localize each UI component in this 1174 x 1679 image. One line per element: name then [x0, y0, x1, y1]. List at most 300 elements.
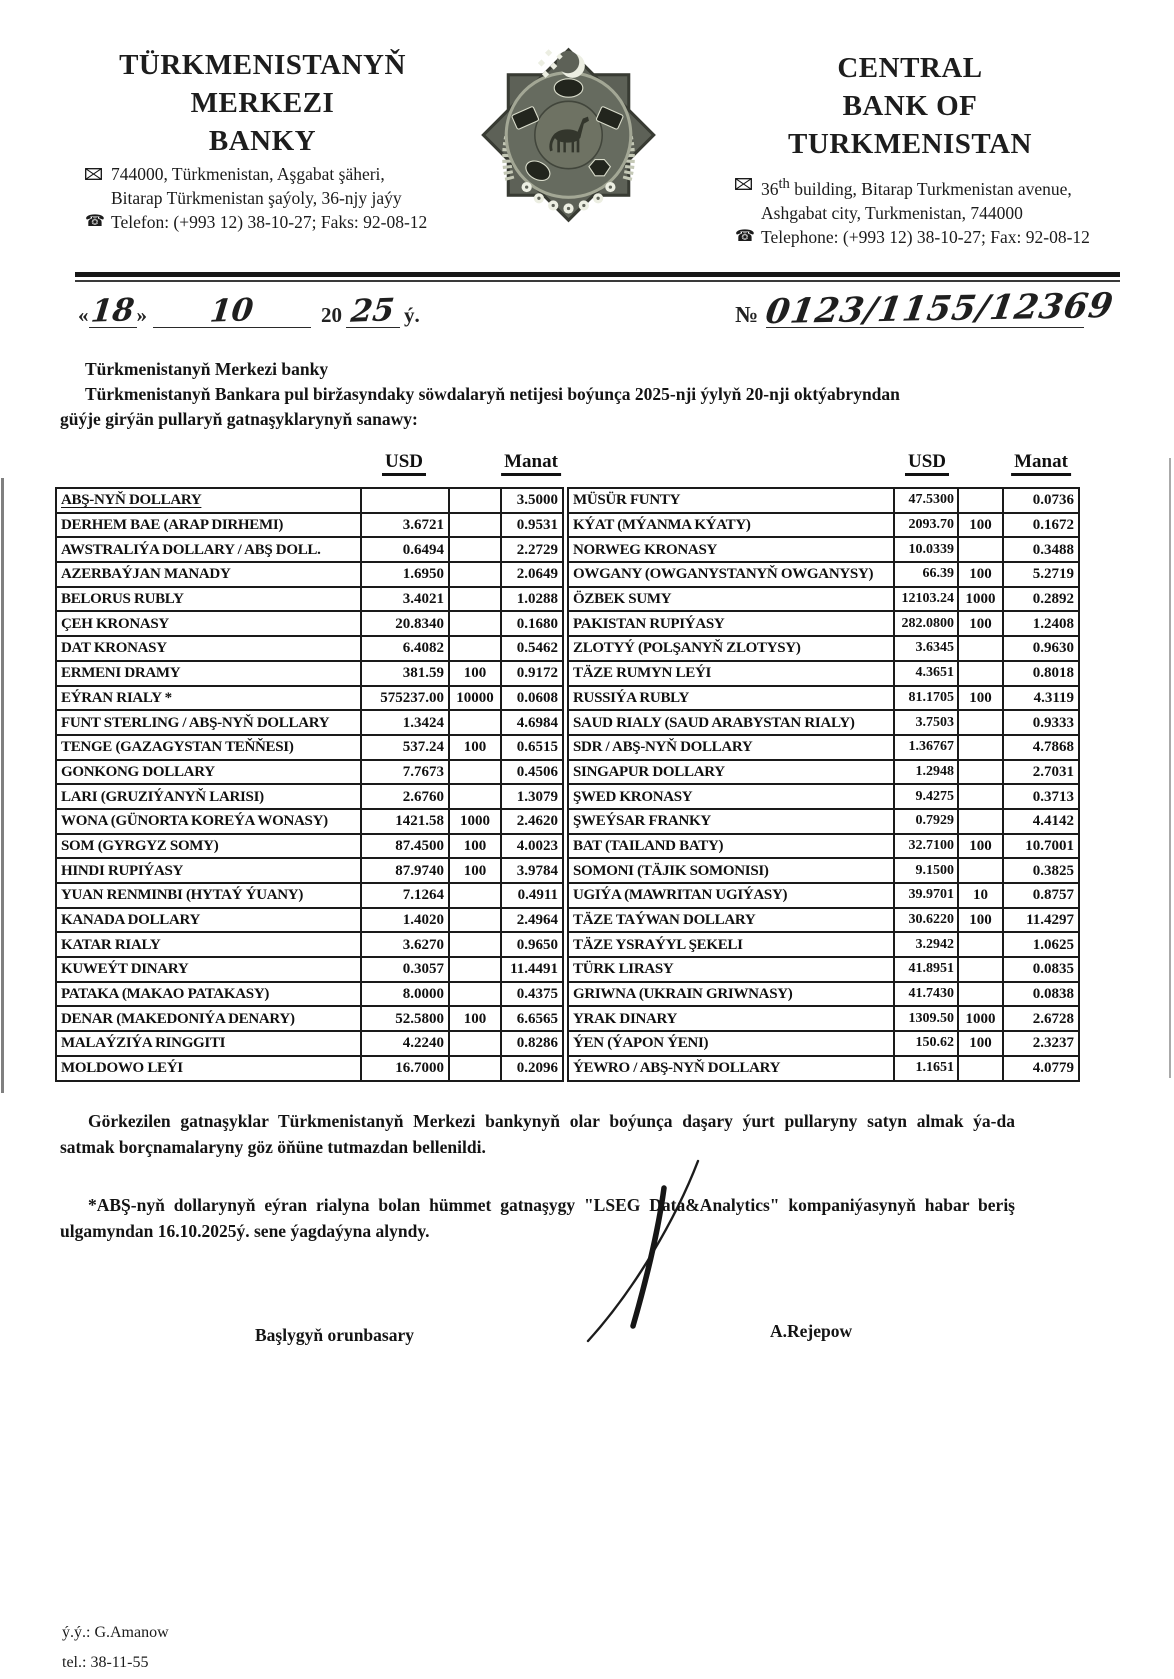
note-paragraph-2 [60, 1192, 1015, 1244]
multiplier-value [958, 809, 1003, 834]
rate-row [56, 488, 563, 513]
executor-name: ý.ý.: G.Amanow [62, 1624, 169, 1641]
manat-rate-value: 0.1680 [501, 611, 563, 636]
multiplier-value [449, 562, 501, 587]
handwritten-number: 0123/1155/12369 [762, 285, 1117, 333]
address-block-english [735, 172, 1135, 249]
rate-row [56, 858, 563, 883]
rate-row [568, 686, 1079, 711]
multiplier-value [449, 611, 501, 636]
usd-rate-value: 30.6220 [894, 908, 958, 933]
handwritten-month: 10 [208, 292, 256, 330]
bank-title-english [715, 49, 1105, 163]
rate-row [568, 760, 1079, 785]
currency-name: DENAR (MAKEDONIÝA DENARY) [56, 1006, 361, 1031]
rate-row [568, 858, 1079, 883]
multiplier-value [449, 908, 501, 933]
number-label: № [735, 302, 759, 327]
usd-rate-value: 7.1264 [361, 883, 449, 908]
multiplier-value: 100 [449, 858, 501, 883]
usd-column-header: USD [905, 452, 949, 476]
note-paragraph-1 [60, 1108, 1015, 1160]
multiplier-value [958, 488, 1003, 513]
usd-rate-value: 47.5300 [894, 488, 958, 513]
rate-row [56, 957, 563, 982]
multiplier-value: 100 [449, 834, 501, 859]
manat-rate-value: 4.6984 [501, 710, 563, 735]
ordinal-superscript: th [778, 176, 790, 192]
scan-artifact-left-edge [1, 478, 4, 1093]
manat-rate-value: 0.0736 [1003, 488, 1079, 513]
number-field [762, 285, 1117, 333]
usd-rate-value: 1421.58 [361, 809, 449, 834]
usd-rate-value: 52.5800 [361, 1006, 449, 1031]
manat-rate-value: 2.0649 [501, 562, 563, 587]
usd-rate-value: 8.0000 [361, 982, 449, 1007]
manat-rate-value: 0.9630 [1003, 636, 1079, 661]
close-quote: » [136, 303, 147, 327]
manat-rate-value: 1.0288 [501, 587, 563, 612]
currency-name: MALAÝZIÝA RINGGITI [56, 1031, 361, 1056]
rates-table-right-header [567, 452, 1080, 487]
multiplier-value [958, 1056, 1003, 1081]
manat-rate-value: 2.6728 [1003, 1006, 1079, 1031]
currency-name: ZLOTYÝ (POLŞANYŇ ZLOTYSY) [568, 636, 894, 661]
usd-rate-value: 3.6721 [361, 513, 449, 538]
manat-rate-value: 0.8286 [501, 1031, 563, 1056]
intro-line3: güýje girýän pullaryň gatnaşyklarynyň sanawy: [60, 409, 418, 429]
rate-row [568, 735, 1079, 760]
currency-name: KÝAT (MÝANMA KÝATY) [568, 513, 894, 538]
rate-row [56, 1031, 563, 1056]
rate-row [568, 908, 1079, 933]
usd-rate-value: 1.36767 [894, 735, 958, 760]
rate-row [56, 1056, 563, 1081]
rate-row [56, 883, 563, 908]
usd-rate-value: 41.8951 [894, 957, 958, 982]
note2-line2: ulgamyndan 16.10.2025ý. sene ýagdaýyna alyndy. [60, 1221, 430, 1241]
currency-name: KUWEÝT DINARY [56, 957, 361, 982]
usd-rate-value: 1309.50 [894, 1006, 958, 1031]
intro-line2: Türkmenistanyň Bankara pul biržasyndaky söwdalaryň netijesi boýunça 2025-nji ýylyň 20-nji oktýabryndan [85, 384, 900, 404]
manat-rate-value: 5.2719 [1003, 562, 1079, 587]
currency-name: ÝEN (ÝAPON ÝENI) [568, 1031, 894, 1056]
address-block-turkmen [85, 162, 485, 234]
rate-row [568, 1031, 1079, 1056]
multiplier-value: 100 [449, 735, 501, 760]
currency-name: PAKISTAN RUPIÝASY [568, 611, 894, 636]
address-line1: 744000, Türkmenistan, Aşgabat şäheri, [111, 164, 385, 184]
currency-name: TÄZE YSRAÝYL ŞEKELI [568, 932, 894, 957]
usd-column-header: USD [382, 452, 426, 476]
multiplier-value: 100 [958, 562, 1003, 587]
manat-rate-value: 0.6515 [501, 735, 563, 760]
usd-rate-value: 3.4021 [361, 587, 449, 612]
currency-name: ŞWED KRONASY [568, 784, 894, 809]
rate-row [56, 686, 563, 711]
day-field [89, 292, 137, 330]
rate-row [568, 932, 1079, 957]
multiplier-value: 1000 [449, 809, 501, 834]
currency-name: SOMONI (TÄJIK SOMONISI) [568, 858, 894, 883]
rate-row [56, 611, 563, 636]
handwritten-year: 25 [349, 292, 397, 330]
rate-row [568, 982, 1079, 1007]
rates-table-right [567, 452, 1080, 1082]
currency-name: YRAK DINARY [568, 1006, 894, 1031]
rate-row [568, 1056, 1079, 1081]
manat-rate-value: 4.0779 [1003, 1056, 1079, 1081]
usd-rate-value: 39.9701 [894, 883, 958, 908]
manat-rate-value: 1.2408 [1003, 611, 1079, 636]
rate-row [568, 513, 1079, 538]
manat-rate-value: 3.9784 [501, 858, 563, 883]
currency-name: LARI (GRUZIÝANYŇ LARISI) [56, 784, 361, 809]
rate-row [568, 488, 1079, 513]
manat-rate-value: 2.7031 [1003, 760, 1079, 785]
manat-rate-value: 0.9333 [1003, 710, 1079, 735]
open-quote: « [78, 303, 89, 327]
multiplier-value [958, 636, 1003, 661]
usd-rate-value: 4.2240 [361, 1031, 449, 1056]
rate-row [56, 760, 563, 785]
manat-rate-value: 0.8018 [1003, 661, 1079, 686]
currency-name: DERHEM BAE (ARAP DIRHEMI) [56, 513, 361, 538]
note2-line1: *ABŞ-nyň dollarynyň eýran rialyna bolan hümmet gatnaşygy "LSEG Data&Analytics" kompaniýasynyň habar beriş [88, 1195, 1015, 1215]
intro-paragraph [60, 357, 1070, 432]
date-line [78, 286, 420, 328]
multiplier-value [449, 513, 501, 538]
currency-name: HINDI RUPIÝASY [56, 858, 361, 883]
bank-title-english-line3: TURKMENISTAN [788, 128, 1032, 160]
manat-rate-value: 0.0608 [501, 686, 563, 711]
manat-rate-value: 0.0835 [1003, 957, 1079, 982]
multiplier-value: 100 [958, 1031, 1003, 1056]
rate-row [568, 809, 1079, 834]
usd-rate-value: 575237.00 [361, 686, 449, 711]
usd-rate-value: 1.6950 [361, 562, 449, 587]
bank-emblem [465, 38, 670, 237]
currency-name: AZERBAÝJAN MANADY [56, 562, 361, 587]
multiplier-value: 100 [958, 834, 1003, 859]
rates-grid-left [55, 487, 564, 1082]
rate-row [56, 1006, 563, 1031]
rate-row [56, 710, 563, 735]
month-field [153, 292, 311, 330]
currency-name: ŞWEÝSAR FRANKY [568, 809, 894, 834]
currency-name: DAT KRONASY [56, 636, 361, 661]
usd-rate-value: 7.7673 [361, 760, 449, 785]
multiplier-value [449, 982, 501, 1007]
currency-name: MOLDOWO LEÝI [56, 1056, 361, 1081]
manat-rate-value: 4.7868 [1003, 735, 1079, 760]
manat-rate-value: 0.2096 [501, 1056, 563, 1081]
usd-rate-value: 9.1500 [894, 858, 958, 883]
manat-rate-value: 0.4911 [501, 883, 563, 908]
currency-name: GONKONG DOLLARY [56, 760, 361, 785]
currency-name: AWSTRALIÝA DOLLARY / ABŞ DOLL. [56, 537, 361, 562]
multiplier-value: 100 [958, 513, 1003, 538]
currency-name: UGIÝA (MAWRITAN UGIÝASY) [568, 883, 894, 908]
multiplier-value [958, 760, 1003, 785]
usd-rate-value: 32.7100 [894, 834, 958, 859]
rate-row [56, 784, 563, 809]
bank-emblem-graphic [465, 38, 670, 232]
handwritten-day: 18 [89, 292, 136, 330]
multiplier-value [958, 710, 1003, 735]
rates-table-left-header [55, 452, 564, 487]
phone-icon: ☎ [85, 211, 105, 230]
multiplier-value [449, 587, 501, 612]
signatory-title: Başlygyň orunbasary [255, 1325, 414, 1345]
manat-rate-value: 1.0625 [1003, 932, 1079, 957]
executor-tel: tel.: 38-11-55 [62, 1654, 149, 1671]
usd-rate-value: 381.59 [361, 661, 449, 686]
currency-name: TÄZE RUMYN LEÝI [568, 661, 894, 686]
multiplier-value: 100 [958, 611, 1003, 636]
usd-rate-value: 1.3424 [361, 710, 449, 735]
handwritten-signature [578, 1158, 708, 1358]
manat-rate-value: 0.5462 [501, 636, 563, 661]
usd-rate-value: 537.24 [361, 735, 449, 760]
manat-rate-value: 11.4297 [1003, 908, 1079, 933]
rate-row [568, 710, 1079, 735]
currency-name: SAUD RIALY (SAUD ARABYSTAN RIALY) [568, 710, 894, 735]
rate-row [56, 513, 563, 538]
multiplier-value [449, 957, 501, 982]
currency-name: RUSSIÝA RUBLY [568, 686, 894, 711]
manat-rate-value: 0.4375 [501, 982, 563, 1007]
multiplier-value [958, 735, 1003, 760]
usd-rate-value: 0.7929 [894, 809, 958, 834]
manat-rate-value: 0.8757 [1003, 883, 1079, 908]
rate-row [568, 661, 1079, 686]
rate-row [56, 908, 563, 933]
manat-rate-value: 10.7001 [1003, 834, 1079, 859]
header-rule-thick [75, 272, 1120, 277]
rate-row [56, 735, 563, 760]
rate-row [56, 562, 563, 587]
usd-rate-value: 66.39 [894, 562, 958, 587]
rate-row [568, 834, 1079, 859]
rate-row [56, 834, 563, 859]
address-line2: Bitarap Türkmenistan şaýoly, 36-njy jaýy [111, 188, 402, 208]
currency-name: ÝEWRO / ABŞ-NYŇ DOLLARY [568, 1056, 894, 1081]
manat-rate-value: 2.2729 [501, 537, 563, 562]
currency-name: TENGE (GAZAGYSTAN TEŇŇESI) [56, 735, 361, 760]
usd-rate-value: 150.62 [894, 1031, 958, 1056]
manat-rate-value: 0.1672 [1003, 513, 1079, 538]
rate-row [56, 537, 563, 562]
usd-rate-value: 0.3057 [361, 957, 449, 982]
multiplier-value: 10 [958, 883, 1003, 908]
rate-row [568, 1006, 1079, 1031]
manat-rate-value: 0.3825 [1003, 858, 1079, 883]
intro-line1: Türkmenistanyň Merkezi banky [85, 359, 329, 379]
multiplier-value: 100 [449, 661, 501, 686]
multiplier-value [449, 1056, 501, 1081]
multiplier-value: 100 [958, 686, 1003, 711]
document-number-line [735, 280, 1117, 333]
address-phone: Telefon: (+993 12) 38-10-27; Faks: 92-08-12 [111, 212, 428, 232]
usd-rate-value: 0.6494 [361, 537, 449, 562]
usd-rate-value: 3.6270 [361, 932, 449, 957]
rate-row [56, 636, 563, 661]
bank-title-turkmen-line3: BANKY [208, 125, 317, 157]
manat-rate-value: 2.4620 [501, 809, 563, 834]
usd-rate-value: 87.9740 [361, 858, 449, 883]
currency-name: KANADA DOLLARY [56, 908, 361, 933]
usd-rate-value: 1.4020 [361, 908, 449, 933]
usd-rate-value: 41.7430 [894, 982, 958, 1007]
rate-row [56, 982, 563, 1007]
bank-title-turkmen-line1: TÜRKMENISTANYŇ [119, 49, 406, 81]
manat-rate-value: 0.0838 [1003, 982, 1079, 1007]
multiplier-value [449, 784, 501, 809]
rate-row [56, 587, 563, 612]
manat-rate-value: 2.4964 [501, 908, 563, 933]
phone-icon: ☎ [735, 225, 755, 245]
currency-name: SINGAPUR DOLLARY [568, 760, 894, 785]
usd-rate-value: 4.3651 [894, 661, 958, 686]
address-line1: 36th building, Bitarap Turkmenistan avenue, [761, 176, 1072, 199]
multiplier-value: 1000 [958, 1006, 1003, 1031]
manat-rate-value: 2.3237 [1003, 1031, 1079, 1056]
multiplier-value: 10000 [449, 686, 501, 711]
multiplier-value [958, 858, 1003, 883]
multiplier-value [958, 982, 1003, 1007]
manat-rate-value: 1.3079 [501, 784, 563, 809]
manat-rate-value: 0.9531 [501, 513, 563, 538]
multiplier-value: 100 [449, 1006, 501, 1031]
envelope-icon [735, 172, 761, 196]
usd-rate-value: 20.8340 [361, 611, 449, 636]
usd-rate-value: 3.6345 [894, 636, 958, 661]
multiplier-value [449, 710, 501, 735]
multiplier-value [958, 784, 1003, 809]
multiplier-value [958, 661, 1003, 686]
multiplier-value [958, 932, 1003, 957]
currency-name: OWGANY (OWGANYSTANYŇ OWGANYSY) [568, 562, 894, 587]
multiplier-value [449, 883, 501, 908]
signatory-name: A.Rejepow [770, 1321, 853, 1341]
currency-name: WONA (GÜNORTA KOREÝA WONASY) [56, 809, 361, 834]
manat-rate-value: 4.3119 [1003, 686, 1079, 711]
multiplier-value: 100 [958, 908, 1003, 933]
currency-name: ÇEH KRONASY [56, 611, 361, 636]
usd-rate-value: 6.4082 [361, 636, 449, 661]
currency-name: KATAR RIALY [56, 932, 361, 957]
usd-rate-value: 9.4275 [894, 784, 958, 809]
currency-name: FUNT STERLING / ABŞ-NYŇ DOLLARY [56, 710, 361, 735]
year-century: 20 [321, 303, 342, 327]
usd-rate-value: 3.7503 [894, 710, 958, 735]
manat-rate-value: 0.9172 [501, 661, 563, 686]
scan-artifact-right-edge [1169, 458, 1171, 1078]
usd-rate-value: 2093.70 [894, 513, 958, 538]
rate-row [568, 537, 1079, 562]
bank-title-turkmen-line2: MERKEZI [190, 87, 335, 119]
currency-name: TÜRK LIRASY [568, 957, 894, 982]
currency-name: ABŞ-NYŇ DOLLARY [56, 488, 361, 513]
rate-row [568, 784, 1079, 809]
usd-rate-value: 81.1705 [894, 686, 958, 711]
year-suffix: ý. [404, 303, 420, 327]
manat-rate-value: 4.0023 [501, 834, 563, 859]
manat-rate-value: 0.2892 [1003, 587, 1079, 612]
note1-line2: satmak borçnamalaryny göz öňüne tutmazdan bellenildi. [60, 1137, 486, 1157]
bank-title-english-line1: CENTRAL [837, 52, 983, 84]
rate-row [56, 661, 563, 686]
multiplier-value [449, 760, 501, 785]
usd-rate-value: 12103.24 [894, 587, 958, 612]
currency-name: PATAKA (MAKAO PATAKASY) [56, 982, 361, 1007]
multiplier-value [449, 1031, 501, 1056]
manat-column-header: Manat [1011, 452, 1071, 476]
rate-row [568, 587, 1079, 612]
currency-name: BELORUS RUBLY [56, 587, 361, 612]
rate-row [568, 957, 1079, 982]
multiplier-value [958, 537, 1003, 562]
rate-row [568, 611, 1079, 636]
envelope-icon [85, 162, 111, 186]
currency-name: SDR / ABŞ-NYŇ DOLLARY [568, 735, 894, 760]
address-line2: Ashgabat city, Turkmenistan, 744000 [761, 202, 1023, 223]
rate-row [56, 809, 563, 834]
bank-title-english-line2: BANK OF [842, 90, 978, 122]
multiplier-value [449, 932, 501, 957]
rates-grid-right [567, 487, 1080, 1082]
rate-row [56, 932, 563, 957]
manat-column-header: Manat [501, 452, 561, 476]
address-phone: Telephone: (+993 12) 38-10-27; Fax: 92-08-12 [761, 226, 1090, 247]
manat-rate-value: 4.4142 [1003, 809, 1079, 834]
rate-row [568, 883, 1079, 908]
multiplier-value [958, 957, 1003, 982]
currency-name: ERMENI DRAMY [56, 661, 361, 686]
usd-rate-value: 87.4500 [361, 834, 449, 859]
note1-line1: Görkezilen gatnaşyklar Türkmenistanyň Merkezi bankynyň olar boýunça daşary ýurt pullaryny satyn almak ýa-da [88, 1111, 1015, 1131]
currency-name: SOM (GYRGYZ SOMY) [56, 834, 361, 859]
manat-rate-value: 0.3713 [1003, 784, 1079, 809]
manat-rate-value: 0.9650 [501, 932, 563, 957]
currency-name: EÝRAN RIALY * [56, 686, 361, 711]
manat-rate-value: 11.4491 [501, 957, 563, 982]
multiplier-value [449, 636, 501, 661]
executor-block [62, 1618, 169, 1678]
usd-rate-value: 2.6760 [361, 784, 449, 809]
multiplier-value: 1000 [958, 587, 1003, 612]
manat-rate-value: 0.3488 [1003, 537, 1079, 562]
currency-name: ÖZBEK SUMY [568, 587, 894, 612]
bank-title-turkmen [70, 46, 455, 160]
rate-row [568, 562, 1079, 587]
usd-rate-value: 16.7000 [361, 1056, 449, 1081]
manat-rate-value: 6.6565 [501, 1006, 563, 1031]
manat-rate-value: 3.5000 [501, 488, 563, 513]
currency-name: YUAN RENMINBI (HYTAÝ ÝUANY) [56, 883, 361, 908]
manat-rate-value: 0.4506 [501, 760, 563, 785]
usd-rate-value: 282.0800 [894, 611, 958, 636]
multiplier-value [449, 488, 501, 513]
currency-name: MÜSÜR FUNTY [568, 488, 894, 513]
usd-rate-value: 10.0339 [894, 537, 958, 562]
usd-rate-value: 1.1651 [894, 1056, 958, 1081]
year-field [346, 292, 400, 330]
rates-table-left [55, 452, 564, 1082]
currency-name: GRIWNA (UKRAIN GRIWNASY) [568, 982, 894, 1007]
currency-name: NORWEG KRONASY [568, 537, 894, 562]
